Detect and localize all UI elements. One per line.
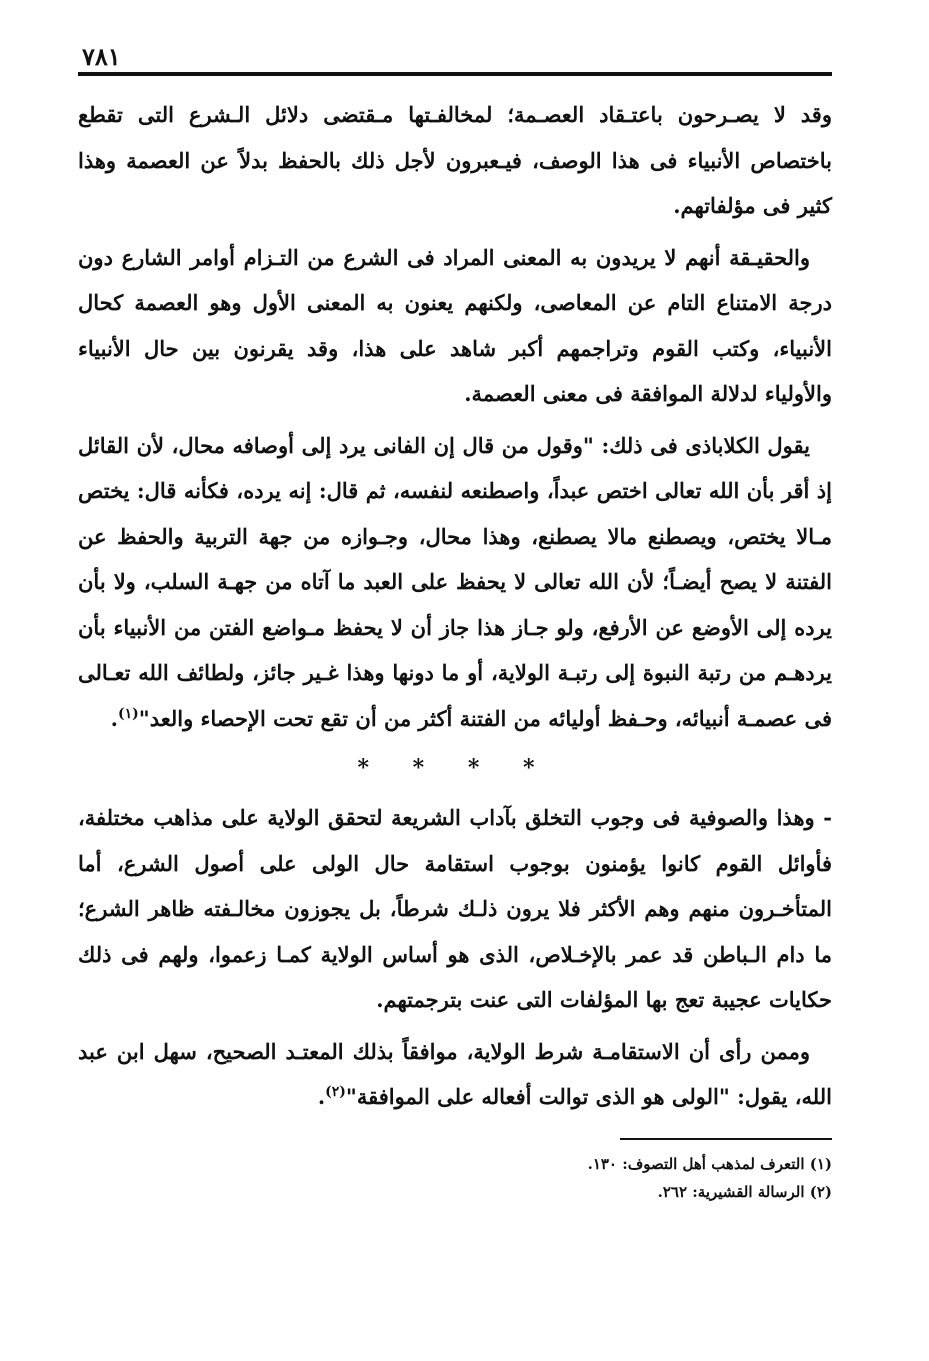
body-text <box>78 92 832 1120</box>
footnote-2: (٢) الرسالة القشيرية: ٢٦٢. <box>657 1182 832 1201</box>
quote-paragraph <box>78 423 832 742</box>
paragraph-4-text: وممن رأى أن الاستقامـة شرط الولاية، موافقاً بذلك المعتـد الصحيح، سهل ابن عبد الله، يقول: "الولى هو الذى توالت أفعاله على الموافقة" <box>78 1038 832 1109</box>
footnote-ref-2: (٢) <box>325 1084 346 1100</box>
paragraph-1: وقد لا يصـرحون باعتـقاد العصـمة؛ لمخالفـتها مـقتضى دلائل الـشرع التى تقطع باختصاص الأنبياء فى هذا الوصف، فيـعبرون لأجل ذلك بالحفظ بدلاً عن العصمة وهذا كثير فى مؤلفاتهم. <box>78 102 832 218</box>
document-page <box>78 28 832 1328</box>
quote-text: "وقول من قال إن الفانى يرد إلى أوصافه محال، لأن القائل إذ أقر بأن الله تعالى اختص عبداً، واصطنعه لنفسه، ثم قال: إنه يرده، فكأنه قال: يختص مـالا يختص، ويصطنع مالا يصطنع، وهذا محال، وجـوازه من جهة التربية والحفظ عن الفتنة لا يصح أيضـاً؛ لأن الله تعالى لا يحفظ على العبد ما آتاه من جهـة السلب، ولا بأن يرده إلى الأوضع عن الأرفع، ولو جـاز هذا جاز أن لا يحفظ مـواضع الفتن من الأنبياء بأن يردهـم من رتبة النبوة إلى رتبـة الولاية، أو ما دونها وهذا غـير جائز، ولطائف الله تعـالى فى عصمـة أنبيائه، وحـفظ أوليائه من الفتنة أكثر من أن تقع تحت الإحصاء والعد" <box>78 432 832 731</box>
paragraph-3: - وهذا والصوفية فى وجوب التخلق بآداب الشريعة لتحقق الولاية على مذاهب مختلفة، فأوائل القوم كانوا يؤمنون بوجوب استقامة حال الولى على أصول الشرع، أما المتأخـرون منهم وهم الأكثر فلا يرون ذلـك شرطاً، بل يجوزون مخالـفته ظاهر الشرع؛ ما دام الـباطن قد عمر بالإخـلاص، الذى هو أساس الولاية كمـا زعموا، ولهم فى ذلك حكايات عجيبة تعج بها المؤلفات التى عنت بترجمتهم. <box>78 805 832 1012</box>
footnote-1: (١) التعرف لمذهب أهل التصوف: ١٣٠. <box>587 1154 832 1173</box>
page-header <box>78 28 832 74</box>
paragraph-4-end-dot: . <box>317 1084 326 1109</box>
footnote-rule <box>620 1138 832 1140</box>
page-number: ٧٨١ <box>82 42 121 71</box>
paragraph-4 <box>78 1029 832 1120</box>
paragraph-2: والحقيـقة أنهم لا يريدون به المعنى المراد فى الشرع من التـزام أوامر الشارع دون درجة الامتناع التام عن المعاصى، ولكنهم يعنون به المعنى الأول وهو العصمة كحال الأنبياء، وكتب القوم وتراجمهم أكبر شاهد على هذا، وقد يقرنون بين حال الأنبياء والأولياء لدلالة الموافقة فى معنى العصمة. <box>78 244 832 406</box>
footnote-ref-1: (١) <box>117 705 139 722</box>
section-separator: * * * * <box>357 755 553 781</box>
header-rule <box>78 72 832 76</box>
quote-intro: يقول الكلاباذى فى ذلك: <box>593 432 810 458</box>
quote-end-dot: . <box>110 705 118 731</box>
